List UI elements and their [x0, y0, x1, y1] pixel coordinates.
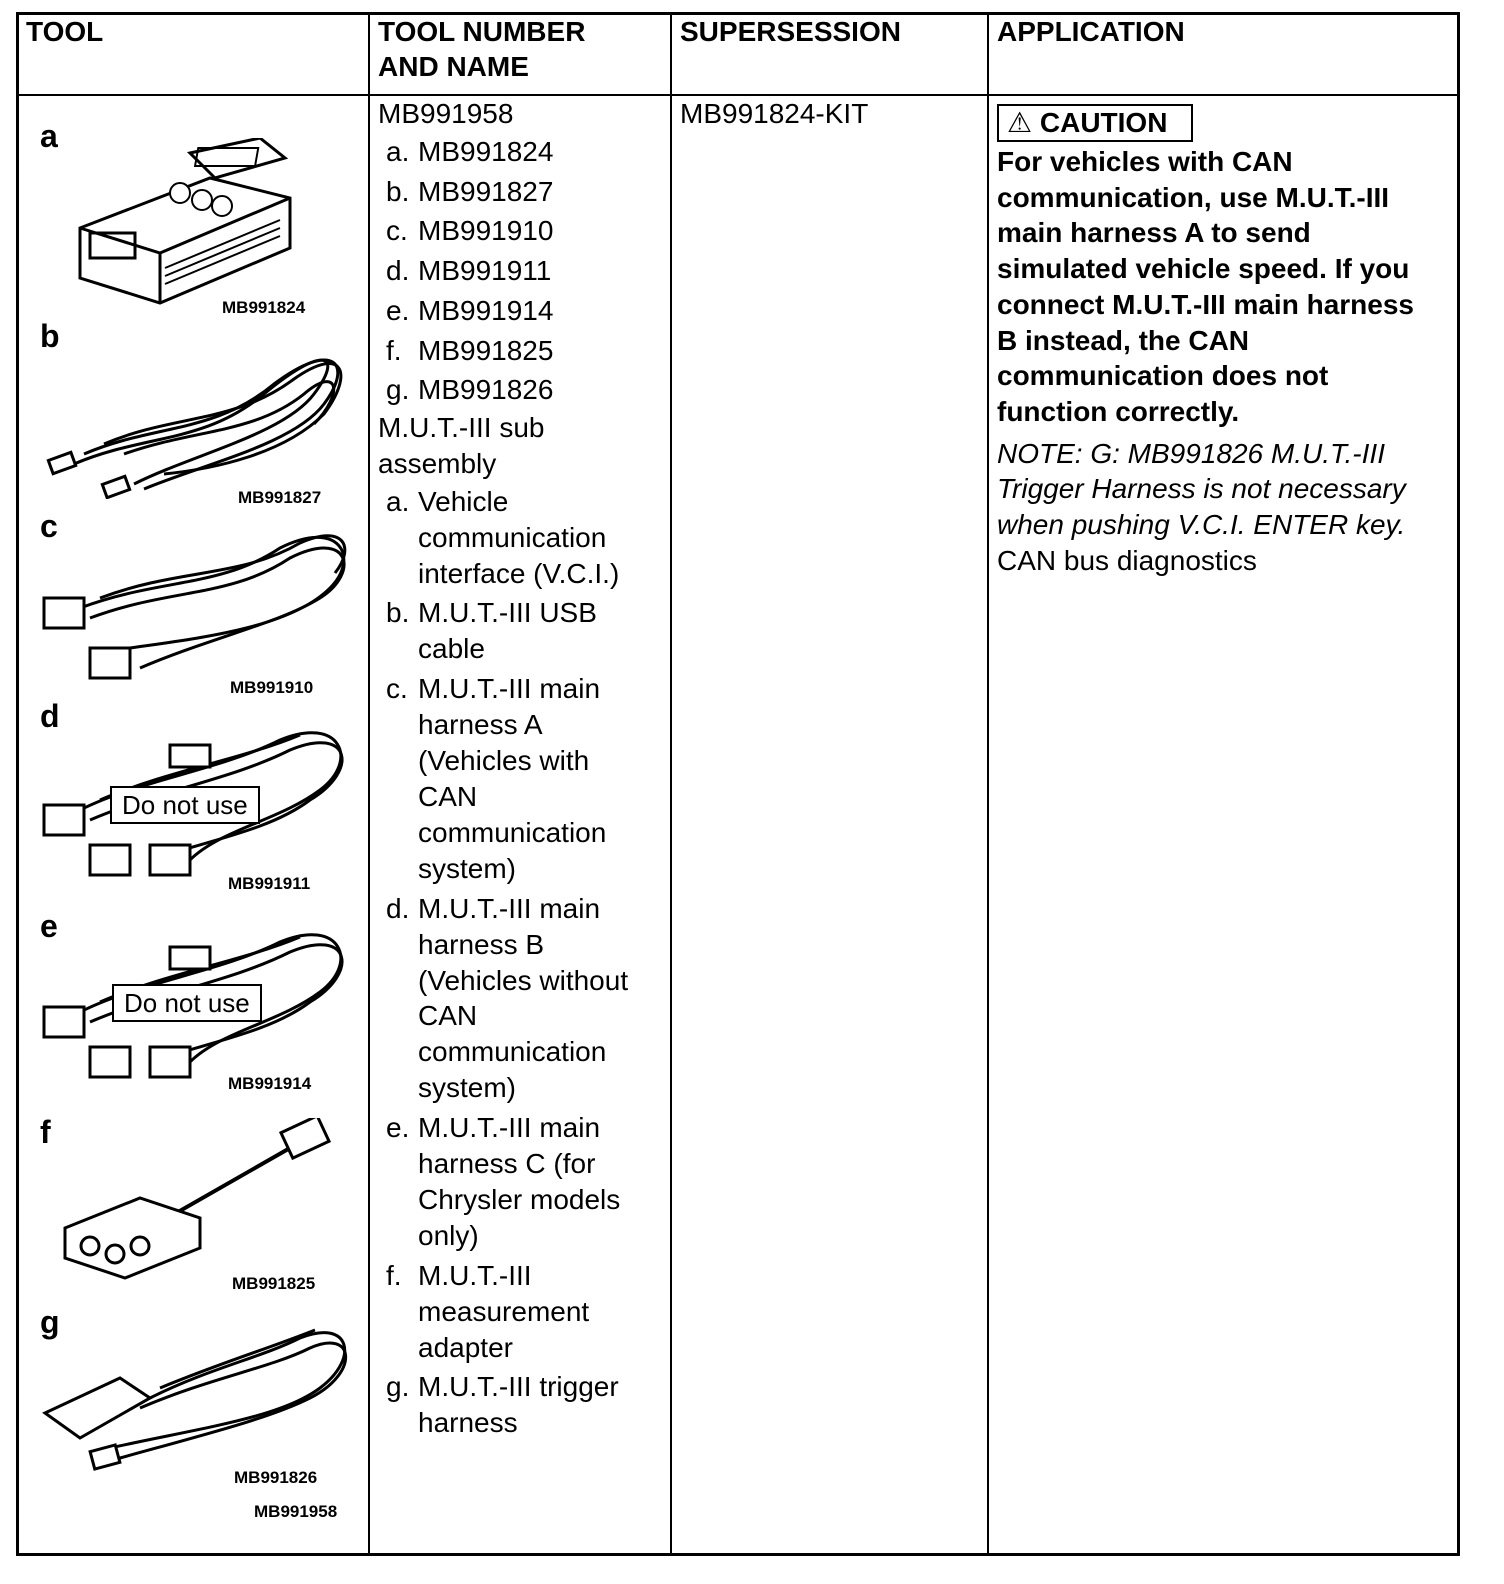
caution-box: [997, 104, 1193, 142]
list-item-line: M.U.T.-III: [418, 1259, 532, 1291]
tool-part-a: MB991824: [222, 298, 306, 317]
do-not-use-label: Do not use: [110, 786, 260, 824]
list-item-line: harness C (for: [418, 1148, 596, 1180]
list-item-line: (Vehicles with: [418, 745, 590, 777]
list-item: g. MB991826: [386, 374, 554, 406]
do-not-use-label: Do not use: [112, 984, 262, 1022]
list-item-text: [418, 1369, 664, 1441]
list-item-key: g.: [386, 1371, 410, 1403]
note-text: [997, 436, 1452, 543]
tool-part-c: MB991910: [230, 678, 314, 697]
list-item-line: system): [418, 1072, 516, 1104]
tool-part-e: MB991914: [228, 1074, 312, 1093]
tool-letter-c: c: [40, 508, 58, 544]
list-item: d. MB991911: [386, 255, 552, 287]
list-item-line: M.U.T.-III main: [418, 673, 601, 705]
list-item-key: b.: [386, 597, 410, 629]
list-item-line: (Vehicles without: [418, 964, 629, 996]
measurement-adapter-icon: [60, 1118, 335, 1283]
list-item-line: system): [418, 852, 516, 884]
list-item: c. MB991910: [386, 215, 554, 247]
list-item: a. MB991824: [386, 136, 554, 167]
names-list: [378, 484, 664, 1442]
list-item: [378, 1258, 664, 1366]
list-item-line: M.U.T.-III USB: [418, 597, 597, 629]
list-item-key: c.: [386, 673, 408, 705]
list-item-text: [418, 595, 664, 667]
list-item: [378, 891, 664, 1106]
list-item: e. MB991914: [386, 294, 554, 326]
list-item-line: communication: [418, 1036, 607, 1068]
tool-letter-e: e: [40, 908, 58, 944]
text-line: Trigger Harness is not necessary: [997, 473, 1406, 505]
assembly-name-line1: M.U.T.-III sub: [378, 411, 545, 443]
header-tool-number-line1: TOOL NUMBER: [378, 16, 586, 47]
scan-tool-icon: [70, 138, 300, 308]
tool-part-b: MB991827: [238, 488, 322, 507]
assembly-name-line2: assembly: [378, 447, 497, 479]
list-item-line: Chrysler models: [418, 1183, 621, 1215]
supersession-value: MB991824-KIT: [680, 98, 869, 129]
list-item-line: M.U.T.-III main: [418, 892, 601, 924]
tool-letter-d: d: [40, 698, 60, 734]
tool-part-d: MB991911: [228, 874, 311, 893]
tool-letter-f: f: [40, 1114, 51, 1150]
tool-part-g: MB991826: [234, 1468, 318, 1487]
application-description: CAN bus diagnostics: [997, 544, 1257, 576]
trigger-harness-icon: [40, 1318, 355, 1478]
text-line: main harness A to send: [997, 217, 1311, 249]
header-supersession: SUPERSESSION: [680, 16, 901, 47]
list-item-line: measurement: [418, 1295, 590, 1327]
list-item: [378, 484, 664, 592]
text-line: function correctly.: [997, 395, 1240, 427]
list-item-line: M.U.T.-III trigger: [418, 1371, 619, 1403]
list-item: b. MB991827: [386, 175, 554, 207]
tool-number-cell: [378, 96, 664, 1441]
kit-number-caption: MB991958: [254, 1502, 338, 1521]
text-line: simulated vehicle speed. If you: [997, 253, 1410, 285]
column-divider: [368, 12, 370, 1556]
list-item-text: [418, 891, 664, 1106]
list-item-key: e.: [386, 1112, 410, 1144]
list-item-key: a.: [386, 485, 410, 517]
list-item-line: cable: [418, 633, 485, 665]
list-item-text: [418, 1258, 664, 1366]
caution-label: CAUTION: [1039, 107, 1168, 138]
list-item-line: adapter: [418, 1331, 513, 1363]
tool-letter-b: b: [40, 318, 60, 354]
list-item-line: CAN: [418, 1000, 478, 1032]
list-item-key: d.: [386, 892, 410, 924]
header-application: APPLICATION: [997, 16, 1185, 47]
text-line: For vehicles with CAN: [997, 146, 1293, 177]
text-line: NOTE: G: MB991826 M.U.T.-III: [997, 437, 1385, 469]
list-item: f. MB991825: [386, 334, 554, 366]
tool-letter-g: g: [40, 1304, 60, 1340]
text-line: communication does not: [997, 360, 1329, 392]
text-line: when pushing V.C.I. ENTER key.: [997, 509, 1406, 541]
text-line: connect M.U.T.-III main harness: [997, 288, 1414, 320]
tool-part-f: MB991825: [232, 1274, 316, 1293]
list-item-line: communication: [418, 816, 607, 848]
list-item-line: M.U.T.-III main: [418, 1112, 601, 1144]
list-item-key: f.: [386, 1259, 402, 1291]
list-item: [378, 595, 664, 667]
harness-cable-icon: [40, 528, 355, 688]
header-tool-number-line2: AND NAME: [378, 51, 529, 82]
list-item-line: only): [418, 1219, 479, 1251]
list-item-text: [418, 671, 664, 886]
list-item: [378, 1369, 664, 1441]
text-line: communication, use M.U.T.-III: [997, 181, 1390, 213]
list-item: [378, 671, 664, 886]
column-divider: [987, 12, 989, 1556]
list-item-line: communication: [418, 521, 607, 553]
header-tool-number: [378, 14, 585, 84]
list-item-line: harness: [418, 1407, 518, 1439]
tool-letter-a: a: [40, 118, 58, 154]
list-item-line: interface (V.C.I.): [418, 557, 620, 589]
parts-list: [378, 132, 664, 410]
warning-triangle-icon: ⚠: [1007, 107, 1033, 138]
application-cell: [997, 104, 1452, 578]
list-item-line: harness B: [418, 928, 545, 960]
list-item-line: harness A: [418, 709, 543, 741]
header-tool: TOOL: [26, 16, 104, 47]
caution-text: [997, 144, 1452, 430]
list-item: [378, 1110, 664, 1254]
list-item-line: CAN: [418, 780, 478, 812]
list-item-text: [418, 1110, 664, 1254]
column-divider: [670, 12, 672, 1556]
list-item-line: Vehicle: [418, 485, 509, 517]
usb-cable-icon: [44, 334, 354, 499]
kit-number: MB991958: [378, 98, 514, 129]
text-line: B instead, the CAN: [997, 324, 1250, 356]
list-item-text: [418, 484, 664, 592]
